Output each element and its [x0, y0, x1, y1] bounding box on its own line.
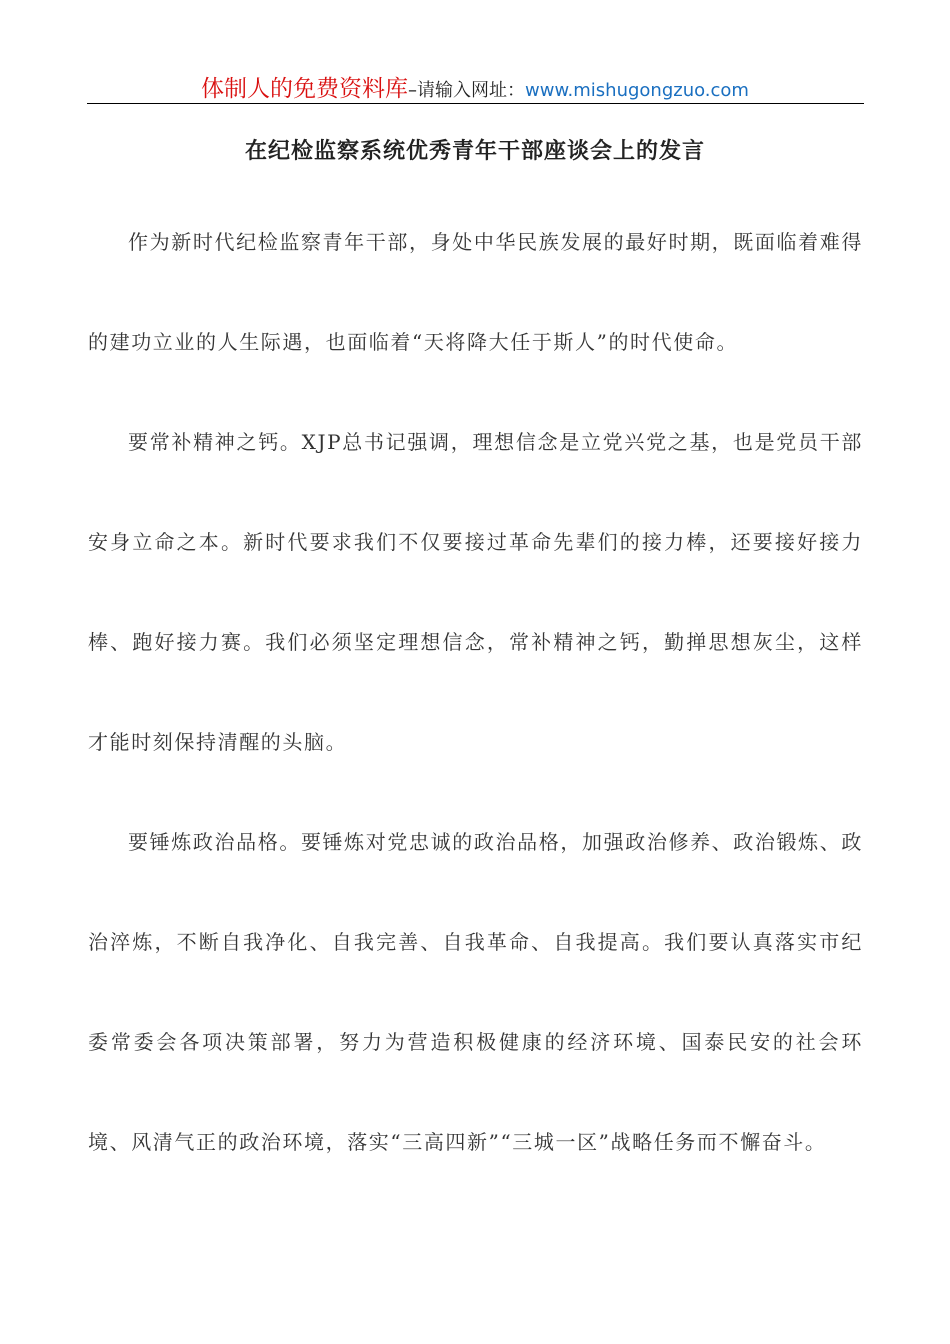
header-divider	[87, 103, 864, 104]
header-brand: 体制人的免费资料库	[201, 76, 409, 102]
paragraph-spirit: 要常补精神之钙。XJP总书记强调，理想信念是立党兴党之基，也是党员干部安身立命之本。新时代要求我们不仅要接过革命先辈们的接力棒，还要接好接力棒、跑好接力赛。我们必须坚定理想信念，常补精神之钙，勤掸思想灰尘，这样才能时刻保持清醒的头脑。	[88, 430, 863, 754]
header-url-link[interactable]: www.mishugongzuo.com	[525, 80, 749, 101]
paragraph-political: 要锤炼政治品格。要锤炼对党忠诚的政治品格，加强政治修养、政治锻炼、政治淬炼，不断自我净化、自我完善、自我革命、自我提高。我们要认真落实市纪委常委会各项决策部署，努力为营造积极健康的经济环境、国泰民安的社会环境、风清气正的政治环境，落实“三高四新”“三城一区”战略任务而不懈奋斗。	[88, 830, 863, 1154]
page-header	[0, 70, 950, 103]
header-prompt: –请输入网址：	[408, 80, 526, 101]
document-title: 在纪检监察系统优秀青年干部座谈会上的发言	[244, 138, 705, 164]
paragraph-intro: 作为新时代纪检监察青年干部，身处中华民族发展的最好时期，既面临着难得的建功立业的人生际遇，也面临着“天将降大任于斯人”的时代使命。	[88, 230, 863, 354]
document-body	[88, 192, 863, 1192]
